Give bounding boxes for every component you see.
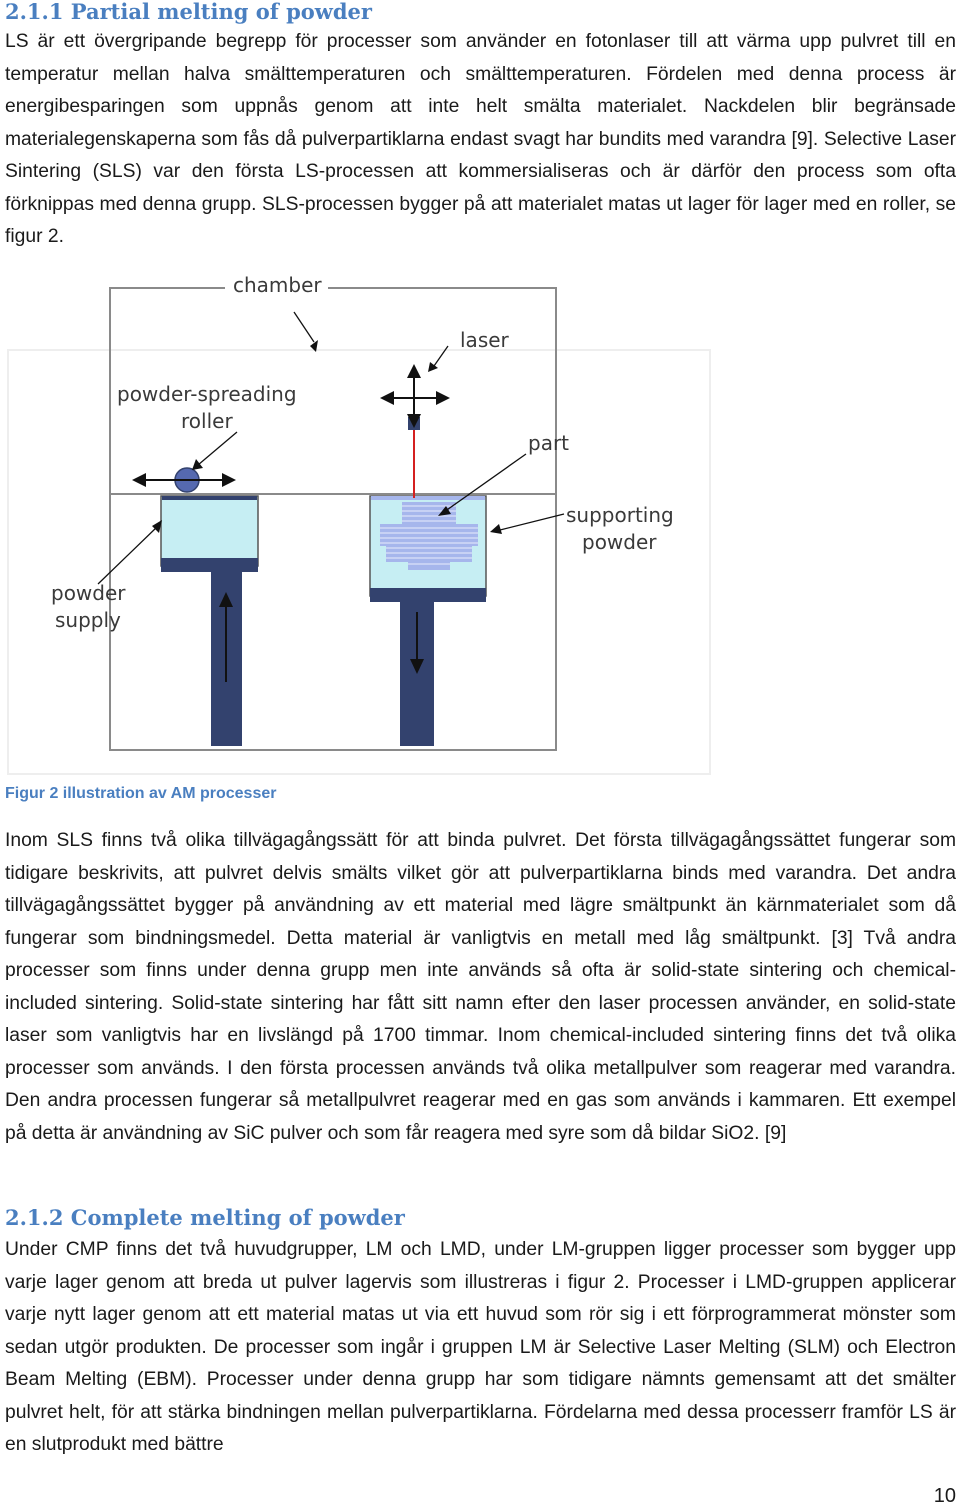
label-supply-line2: supply bbox=[55, 608, 121, 632]
build-piston-plate bbox=[370, 588, 486, 602]
figure-caption: Figur 2 illustration av AM processer bbox=[5, 785, 277, 802]
section-heading-2-1-1: 2.1.1 Partial melting of powder bbox=[5, 0, 372, 24]
build-top-layer bbox=[371, 496, 485, 500]
laser-double-arrow bbox=[380, 364, 450, 428]
label-supporting-line2: powder bbox=[582, 530, 657, 554]
figure-background-border bbox=[8, 350, 710, 774]
paragraph-ls-intro: LS är ett övergripande begrepp för processer som använder en fotonlaser till att värma upp pulvret till en temperatur mellan halva smälttemperaturen och smälttemperaturen. Fördelen med denna process är energibesparingen som uppnås genom att inte helt smälta materialet. Nackdelen blir begränsade materialegenskaperna som fås då pulverpartiklarna endast svagt har bundits med varandra [9]. Selective Laser Sintering (SLS) var den första LS-processen att kommersialiseras och är därför den process som ofta förknippas med denna grupp. SLS-processen bygger på att materialet matas ut lager för lager med en roller, se figur 2. bbox=[5, 31, 956, 247]
sls-diagram bbox=[0, 262, 720, 777]
label-roller-line1: powder-spreading bbox=[117, 382, 297, 406]
page-number: 10 bbox=[933, 1485, 956, 1507]
supply-piston-plate bbox=[161, 558, 258, 572]
label-supporting-line1: supporting bbox=[566, 503, 674, 527]
label-roller-line2: roller bbox=[181, 409, 233, 433]
paragraph-sls-binding: Inom SLS finns två olika tillvägagångssätt för att binda pulvret. Det första tillvägagångssättet fungerar som tidigare beskrivits, att pulvret delvis smälts vilket gör att pulverpartiklarna binds med varandra. Det andra tillvägagångssättet bygger på användning av ett material med lägre smältpunkt än kärnmaterialet som då fungerar som bindningsmedel. Detta material är vanligtvis en metall med låg smältpunkt. [3] Två andra processer som finns under denna grupp men inte används så ofta är solid-state sintering och chemical-included sintering. Solid-state sintering har fått sitt namn efter den laser processen använder, en solid-state laser som vanligtvis har en livslängd på 1700 timmar. Inom chemical-included sintering finns det två olika processer som används. I den första processen används två olika metallpulver som reagerar med varandra. Den andra processen fungerar så metallpulvret reagerar med en gas som används i kammaren. Ett exempel på detta är användning av SiC pulver och som får reagera med syre som då bildar SiO2. [9] bbox=[5, 830, 956, 1144]
sls-figure bbox=[0, 262, 720, 777]
powder-supply-bed bbox=[161, 496, 258, 566]
paragraph-cmp: Under CMP finns det två huvudgrupper, LM och LMD, under LM-gruppen ligger processer som bygger upp varje lager genom att breda ut pulver lagervis som illustreras i figur 2. Processer i LMD-gruppen applicerar varje nytt lager genom att ett material matas ut via ett huvud som rör sig i ett förprogrammerat mönster som sedan utgör produkten. De processer som ingår i gruppen LM är Selective Laser Melting (SLM) och Electron Beam Melting (EBM). Processer under denna grupp har som tidigare nämnts gemensamt att det smälter pulvret helt, för att stärka bindningen mellan pulverpartiklarna. Fördelarna med dessa processerr framför LS är en slutprodukt med bättre bbox=[5, 1239, 956, 1455]
section-heading-2-1-2: 2.1.2 Complete melting of powder bbox=[5, 1205, 405, 1230]
label-part: part bbox=[528, 431, 570, 455]
label-laser: laser bbox=[460, 328, 509, 352]
label-chamber: chamber bbox=[233, 273, 322, 297]
supply-top-layer bbox=[162, 496, 257, 500]
label-supply-line1: powder bbox=[51, 581, 126, 605]
